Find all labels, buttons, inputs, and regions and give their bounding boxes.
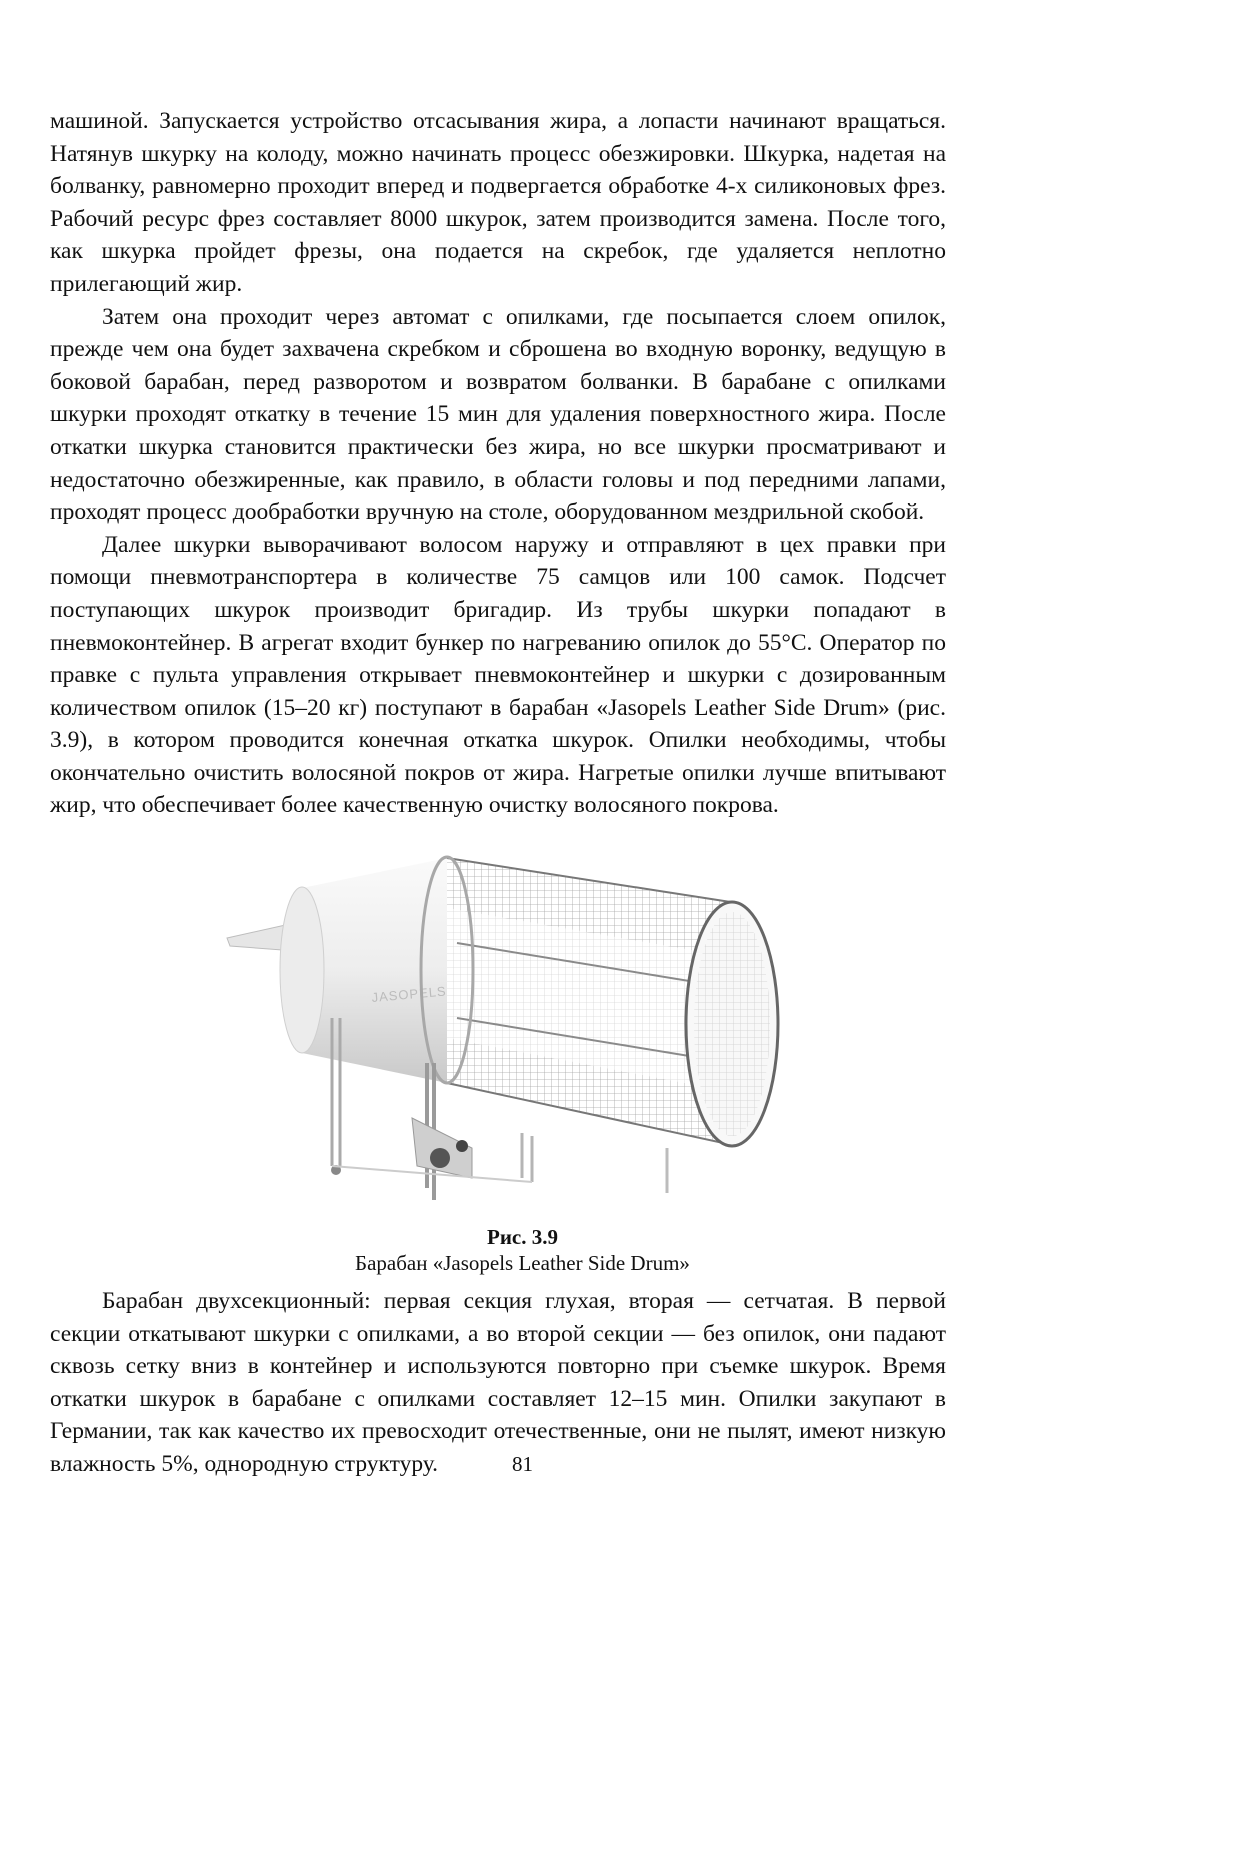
paragraph-continued: машиной. Запускается устройство отсасывания жира, а лопасти начинают вращаться. Натянув шкурку на колоду, можно начинать процесс обезжировки. Шкурка, надетая на болванку, равномерно проходит вперед и подвергается обработке 4-х силиконовых фрез. Рабочий ресурс фрез составляет 8000 шкурок, затем производится замена. После того, как шкурка пройдет фрезы, она подается на скребок, где удаляется неплотно прилегающий жир.	[50, 108, 946, 297]
drum-illustration	[222, 848, 802, 1216]
figure-number: Рис. 3.9	[487, 1225, 558, 1249]
page-number: 81	[512, 1452, 533, 1476]
paragraph: Затем она проходит через автомат с опилками, где посыпается слоем опилок, прежде чем она будет захвачена скребком и сброшена во входную воронку, ведущую в боковой барабан, перед разворотом и возвратом болванки. В барабане с опилками шкурки проходят откатку в течение 15 мин для удаления поверхностного жира. После откатки шкурка становится практически без жира, но все шкурки просматривают и недостаточно обезжиренные, как правило, в области головы и под передними лапами, проходят процесс дообработки вручную на столе, оборудованном мездрильной скобой.	[50, 303, 946, 526]
drum-figure	[222, 848, 802, 1216]
paragraph: Далее шкурки выворачивают волосом наружу и отправляют в цех правки при помощи пневмотранспортера в количестве 75 самцов или 100 самок. Подсчет поступающих шкурок производит бригадир. Из трубы шкурки попадают в пневмоконтейнер. В агрегат входит бункер по нагреванию опилок до 55°С. Оператор по правке с пульта управления открывает пневмоконтейнер и шкурки с дозированным количеством опилок (15–20 кг) поступают в барабан «Jasopels Leather Side Drum» (рис. 3.9), в котором проводится конечная откатка шкурок. Опилки необходимы, чтобы окончательно очистить волосяной покров от жира. Нагретые опилки лучше впитывают жир, что обеспечивает более качественную очистку волосяного покрова.	[50, 531, 946, 819]
figure-caption: Барабан «Jasopels Leather Side Drum»	[355, 1251, 690, 1275]
paragraph: Барабан двухсекционный: первая секция глухая, вторая — сетчатая. В первой секции откатывают шкурки с опилками, а во второй секции — без опилок, они падают сквозь сетку вниз в контейнер и используются повторно при съемке шкурок. Время откатки шкурок в барабане с опилками составляет 12–15 мин. Опилки закупают в Германии, так как качество их превосходит отечественные, они не пылят, имеют низкую влажность 5%, однородную структуру.	[50, 1288, 946, 1477]
body-text-top	[50, 105, 946, 822]
drum-logo: JASOPELS	[370, 983, 448, 1005]
